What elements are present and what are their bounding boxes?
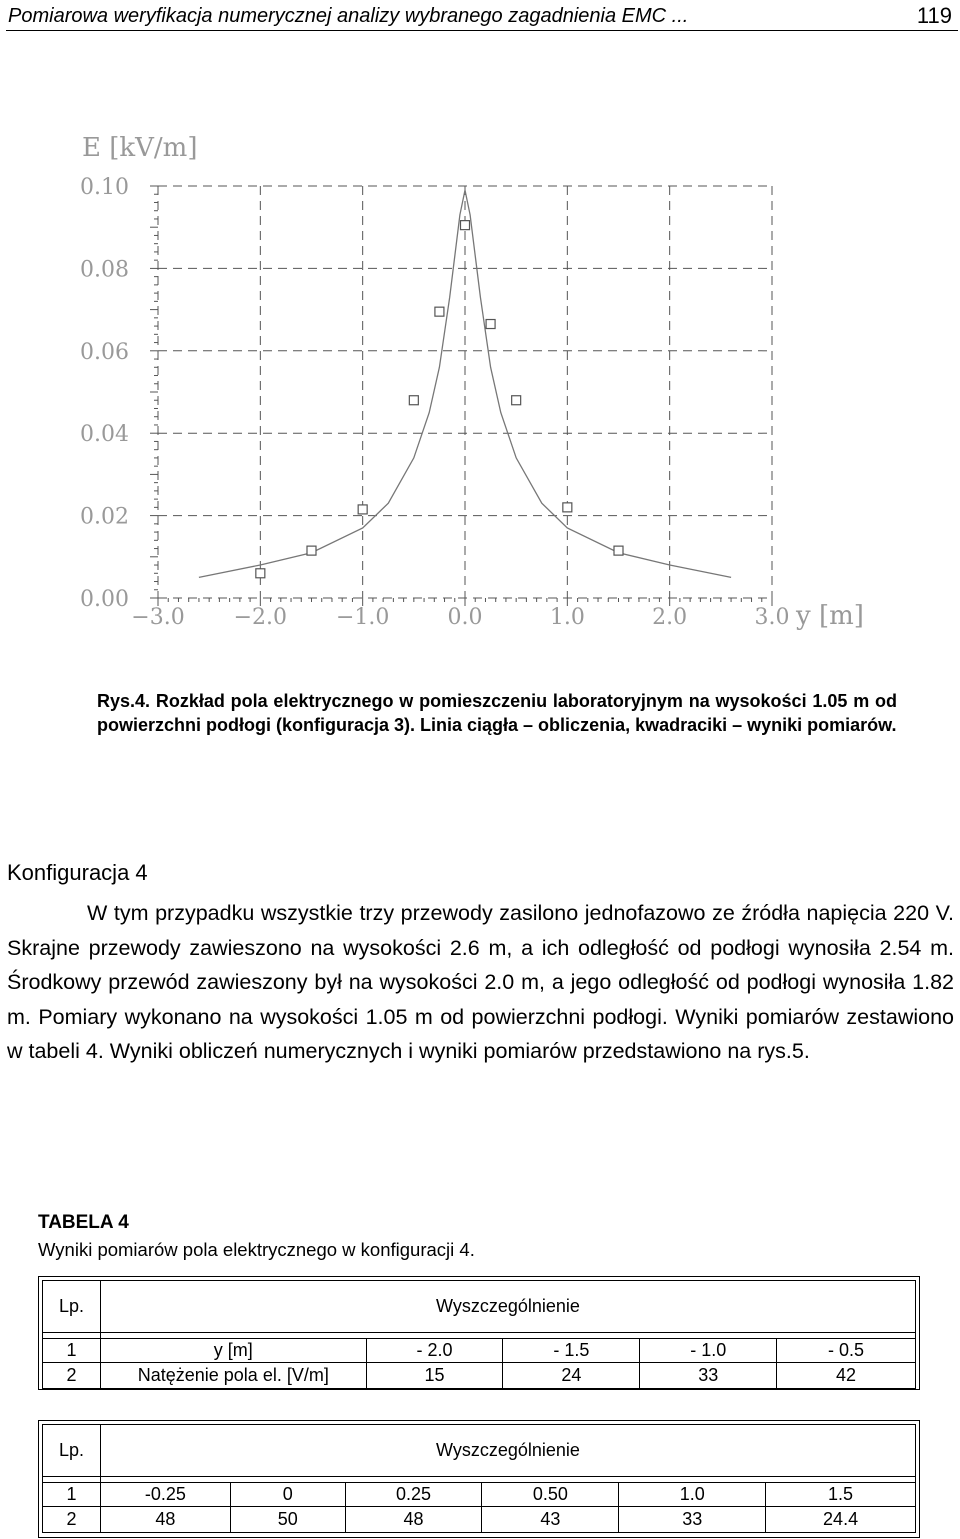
x-tick-label: 3.0 [754, 605, 790, 630]
table-row [43, 1281, 916, 1333]
table-cell: - 1.5 [503, 1339, 640, 1363]
section-heading: Konfiguracja 4 [7, 860, 148, 885]
measurement-point [409, 396, 418, 405]
table-cell: 1.5 [766, 1483, 916, 1507]
table-cell: -0.25 [100, 1483, 230, 1507]
field-distribution-chart [0, 110, 960, 640]
measurement-point [486, 320, 495, 329]
measurement-point [307, 546, 316, 555]
table-cell: 24 [503, 1363, 640, 1389]
table-cell: 15 [366, 1363, 503, 1389]
table-row [43, 1339, 916, 1363]
table-cell: 48 [345, 1507, 482, 1533]
figure-caption: Rys.4. Rozkład pola elektrycznego w pomieszczeniu laboratoryjnym na wysokości 1.05 m od powierzchni podłogi (konfiguracja 3). Linia ciągła – obliczenia, kwadraciki – wyniki pomiarów. [97, 691, 897, 735]
y-tick-label: 0.08 [80, 257, 129, 283]
measurement-point [563, 503, 572, 512]
measurement-point [256, 569, 265, 578]
table-cell: 50 [230, 1507, 345, 1533]
y-axis-label: E [kV/m] [82, 133, 198, 163]
table-cell: 1 [43, 1483, 101, 1507]
measurement-point [435, 307, 444, 316]
table-cell: Natężenie pola el. [V/m] [100, 1363, 366, 1389]
table-cell: 0.25 [345, 1483, 482, 1507]
table-cell: 42 [777, 1363, 916, 1389]
x-tick-label: −3.0 [131, 605, 185, 630]
x-tick-label: 2.0 [652, 605, 688, 630]
running-title: Pomiarowa weryfikacja numerycznej analizy wybranego zagadnienia EMC ... [8, 5, 689, 27]
table-cell: 33 [619, 1507, 766, 1533]
table-cell: 48 [100, 1507, 230, 1533]
running-header [6, 0, 958, 31]
table-cell: 2 [43, 1363, 101, 1389]
measurement-point [358, 505, 367, 514]
table-row [43, 1425, 916, 1477]
table-cell: y [m] [100, 1339, 366, 1363]
measurement-point [461, 221, 470, 230]
y-tick-label: 0.02 [80, 504, 129, 530]
y-tick-label: 0.06 [80, 339, 129, 365]
table1 [42, 1280, 916, 1389]
y-tick-label: 0.04 [80, 422, 129, 448]
x-tick-label: 1.0 [549, 605, 585, 630]
table-title: TABELA 4 [38, 1212, 129, 1233]
y-tick-label: 0.10 [80, 175, 129, 200]
table-cell: 2 [43, 1507, 101, 1533]
table-header-cell: Lp. [43, 1281, 101, 1333]
x-tick-label: −1.0 [335, 605, 390, 630]
table-cell: 33 [640, 1363, 777, 1389]
table-cell: 0.50 [482, 1483, 619, 1507]
table-cell: 43 [482, 1507, 619, 1533]
table-cell: - 0.5 [777, 1339, 916, 1363]
table-row [43, 1483, 916, 1507]
table-cell: - 2.0 [366, 1339, 503, 1363]
table-subtitle: Wyniki pomiarów pola elektrycznego w konfiguracji 4. [38, 1239, 475, 1260]
x-tick-label: −2.0 [233, 605, 288, 630]
x-tick-label: 0.0 [447, 605, 483, 630]
table-header-cell: Lp. [43, 1425, 101, 1477]
table-cell: 0 [230, 1483, 345, 1507]
table-cell: 24.4 [766, 1507, 916, 1533]
table-row [43, 1363, 916, 1389]
table-cell: 1.0 [619, 1483, 766, 1507]
x-axis-label: y [m] [796, 601, 864, 631]
body-paragraph: W tym przypadku wszystkie trzy przewody zasilono jednofazowo ze źródła napięcia 220 V. Skrajne przewody zawieszono na wysokości 2.6 m, a ich odległość od podłogi wynosiła 2.54 m. Środkowy przewód zawieszony był na wysokości 2.0 m, a jego odległość od podłogi wynosiła 1.82 m. Pomiary wykonano na wysokości 1.05 m od powierzchni podłogi. Wyniki pomiarów zestawiono w tabeli 4. Wyniki obliczeń numerycznych i wyniki pomiarów przedstawiono na rys.5. [7, 901, 954, 1063]
measurement-point [512, 396, 521, 405]
table2 [42, 1424, 916, 1533]
table-header-cell: Wyszczególnienie [100, 1425, 915, 1477]
page-number: 119 [916, 3, 952, 28]
y-tick-label: 0.00 [80, 587, 129, 612]
table-cell: - 1.0 [640, 1339, 777, 1363]
table-header-cell: Wyszczególnienie [100, 1281, 915, 1333]
table-cell: 1 [43, 1339, 101, 1363]
table-row [43, 1507, 916, 1533]
measurement-point [614, 546, 623, 555]
